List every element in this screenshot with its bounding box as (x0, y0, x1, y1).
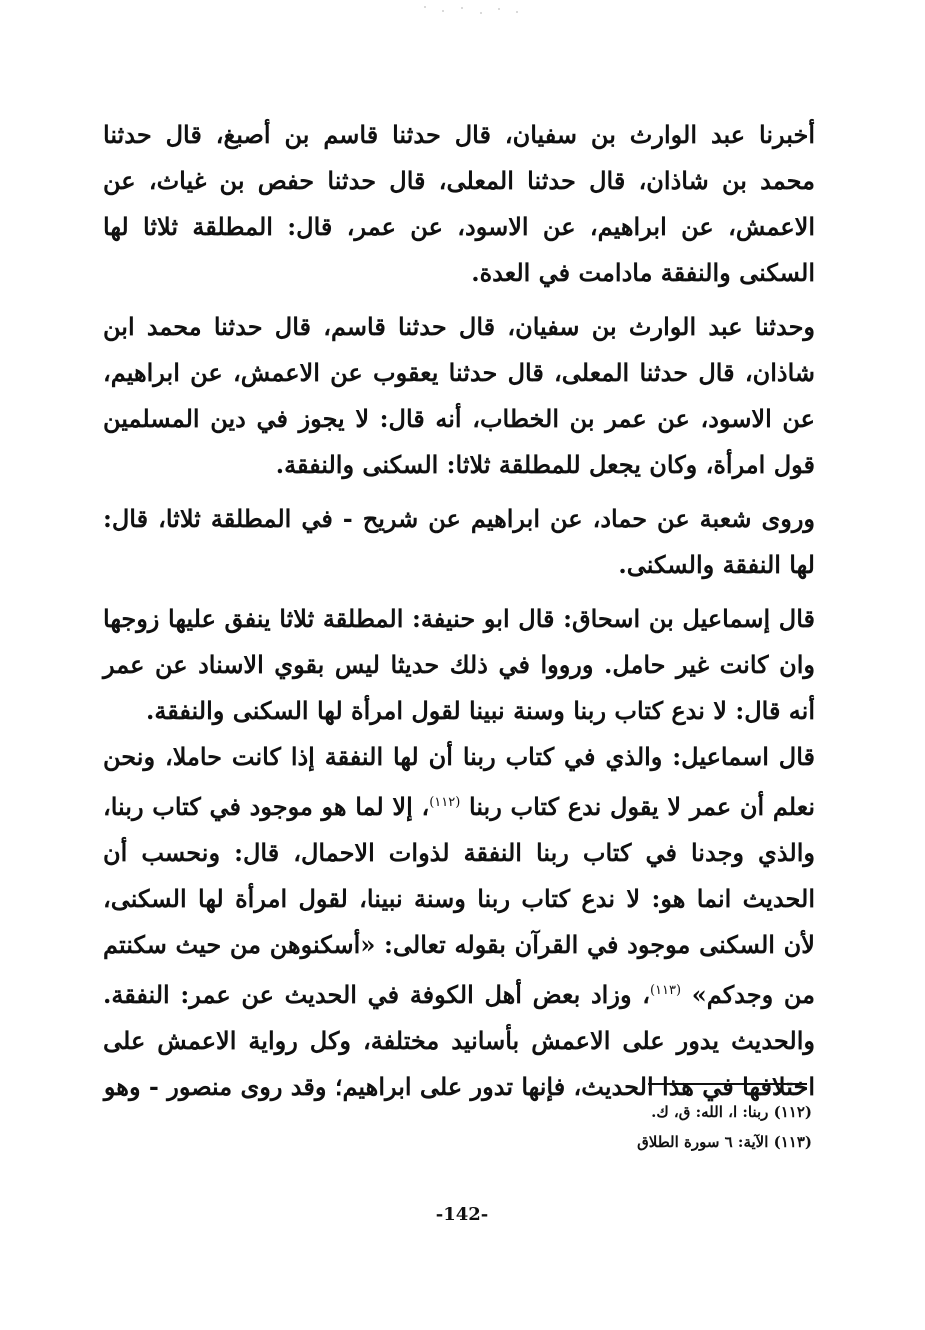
paragraph: وروى شعبة عن حماد، عن ابراهيم عن شريح - في المطلقة ثلاثا، قال: لها النفقة والسكنى. (103, 504, 815, 579)
paragraph: أخبرنا عبد الوارث بن سفيان، قال حدثنا قاسم بن أصبغ، قال حدثنا محمد بن شاذان، قال حدثنا المعلى، قال حدثنا حفص بن غياث، عن الاعمش، عن ابراهيم، عن الاسود، عن عمر، قال: المطلقة ثلاثا لها السكنى والنفقة مادامت في العدة. (103, 120, 815, 287)
page-number: -142- (435, 1204, 489, 1225)
paragraph-text: ، إلا لما هو موجود في كتاب ربنا، والذي وجدنا في كتاب ربنا النفقة لذوات الاحمال، قال: ونحسب أن الحديث انما هو: لا ندع كتاب ربنا وسنة نبينا، لقول امرأة لها السكنى، لأن السكنى موجود في القرآن بقوله تعالى: «أسكنوهن من حيث سكنتم من وجدكم» (103, 792, 815, 1009)
footnote: (١١٢) ربنا: ا، الله: ق، ك. (651, 1103, 812, 1121)
footnote: (١١٣) الآية: ٦ سورة الطلاق (637, 1133, 812, 1151)
paragraph: وحدثنا عبد الوارث بن سفيان، قال حدثنا قاسم، قال حدثنا محمد ابن شاذان، قال حدثنا المعلى، قال حدثنا يعقوب عن الاعمش، عن ابراهيم، عن الاسود، عن عمر بن الخطاب، أنه قال: لا يجوز في دين المسلمين قول امرأة، وكان يجعل للمطلقة ثلاثا: السكنى والنفقة. (103, 312, 815, 479)
footnote-divider (648, 1083, 807, 1085)
footnotes (450, 1097, 812, 1157)
body-text (103, 112, 815, 1110)
footnote-reference: (١١٣) (649, 983, 682, 998)
paragraph-text: قال اسماعيل: والذي في كتاب ربنا أن لها النفقة إذا كانت حاملا، ونحن نعلم أن عمر لا يقول ندع كتاب ربنا (103, 742, 815, 821)
paragraph (103, 734, 815, 1110)
scan-specks (420, 4, 540, 16)
paragraph-text: ، وزاد بعض أهل الكوفة في الحديث عن عمر: النفقة. والحديث يدور على الاعمش بأسانيد مختلفة، وكل رواية الاعمش على اختلافها في هذا الحديث، فإنها تدور على ابراهيم؛ وقد روى منصور - وهو (103, 980, 815, 1101)
footnote-reference: (١١٢) (429, 795, 461, 810)
paragraph: قال إسماعيل بن اسحاق: قال ابو حنيفة: المطلقة ثلاثا ينفق عليها زوجها وان كانت غير حامل. ورووا في ذلك حديثا ليس بقوي الاسناد عن عمر أنه قال: لا ندع كتاب ربنا وسنة نبينا لقول امرأة لها السكنى والنفقة. (103, 604, 815, 725)
